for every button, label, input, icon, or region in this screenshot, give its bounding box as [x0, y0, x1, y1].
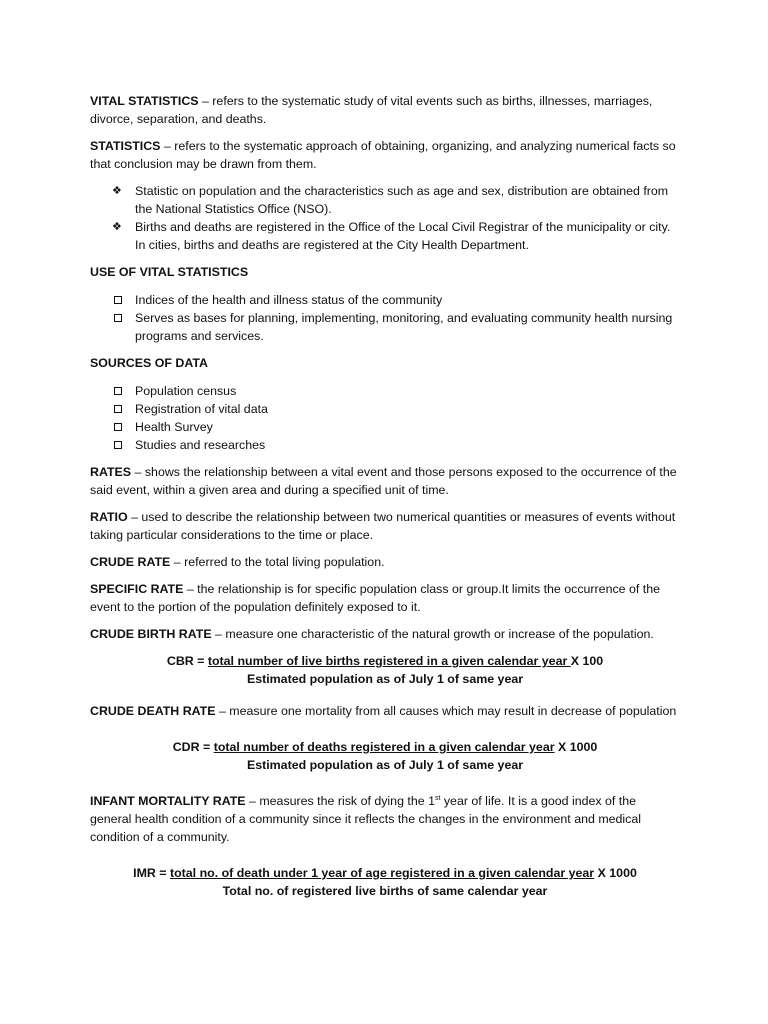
use-list	[90, 291, 680, 345]
term: INFANT MORTALITY RATE	[90, 794, 246, 808]
formula-numerator-line: CBR = total number of live births registered in a given calendar year X 100	[166, 654, 604, 668]
section-heading: USE OF VITAL STATISTICS	[90, 265, 249, 279]
document-page	[90, 92, 680, 914]
imr-formula	[90, 864, 680, 900]
crude-death-rate-definition: CRUDE DEATH RATE – measure one mortality from all causes which may result in decrease of population	[90, 704, 677, 718]
square-bullet-icon	[114, 405, 122, 413]
term: SPECIFIC RATE	[90, 582, 184, 596]
square-bullet-icon	[114, 314, 122, 322]
formula-denominator: Estimated population as of July 1 of same year	[246, 672, 524, 686]
diamond-bullet-icon: ❖	[112, 221, 122, 233]
list-item: Indices of the health and illness status of the community	[90, 291, 680, 309]
sources-list	[90, 382, 680, 454]
square-bullet-icon	[114, 441, 122, 449]
term: CRUDE RATE	[90, 555, 171, 569]
section-heading: SOURCES OF DATA	[90, 356, 208, 370]
list-item: Population census	[90, 382, 680, 400]
crude-rate-definition: CRUDE RATE – referred to the total living population.	[90, 555, 385, 569]
crude-birth-rate-definition: CRUDE BIRTH RATE – measure one characteristic of the natural growth or increase of the population.	[90, 627, 654, 641]
term: CRUDE BIRTH RATE	[90, 627, 212, 641]
infant-mortality-rate-definition: INFANT MORTALITY RATE – measures the risk of dying the 1st year of life. It is a good index of the general health condition of a community since it reflects the changes in the environment and medical condition of a community.	[90, 794, 642, 844]
ratio-definition: RATIO – used to describe the relationship between two numerical quantities or measures of events without taking particular considerations to the time or place.	[90, 510, 676, 542]
list-item: ❖ Statistic on population and the characteristics such as age and sex, distribution are obtained from the National Statistics Office (NSO).	[112, 184, 669, 216]
term: CRUDE DEATH RATE	[90, 704, 216, 718]
cdr-formula	[90, 738, 680, 774]
square-bullet-icon	[114, 387, 122, 395]
list-item: Health Survey	[90, 418, 680, 436]
formula-denominator: Total no. of registered live births of same calendar year	[222, 884, 548, 898]
term: RATES	[90, 465, 132, 479]
formula-numerator-line: CDR = total number of deaths registered in a given calendar year X 1000	[172, 740, 598, 754]
vital-statistics-definition: VITAL STATISTICS – refers to the systematic study of vital events such as births, illnesses, marriages, divorce, separation, and deaths.	[90, 94, 653, 126]
list-item: ❖ Births and deaths are registered in the Office of the Local Civil Registrar of the municipality or city. In cities, births and deaths are registered at the City Health Department.	[112, 220, 671, 252]
term: RATIO	[90, 510, 128, 524]
formula-denominator: Estimated population as of July 1 of same year	[246, 758, 524, 772]
square-bullet-icon	[114, 296, 122, 304]
list-item: Serves as bases for planning, implementing, monitoring, and evaluating community health nursing programs and services.	[90, 309, 680, 345]
list-item: Registration of vital data	[90, 400, 680, 418]
diamond-bullet-icon: ❖	[112, 185, 122, 197]
square-bullet-icon	[114, 423, 122, 431]
cbr-formula	[90, 652, 680, 688]
term: STATISTICS	[90, 139, 161, 153]
term: VITAL STATISTICS	[90, 94, 199, 108]
statistics-bullet-list	[90, 182, 680, 254]
statistics-definition: STATISTICS – refers to the systematic approach of obtaining, organizing, and analyzing numerical facts so that conclusion may be drawn from them.	[90, 139, 676, 171]
list-item: Studies and researches	[90, 436, 680, 454]
formula-numerator-line: IMR = total no. of death under 1 year of age registered in a given calendar year X 1000	[133, 866, 637, 880]
rates-definition: RATES – shows the relationship between a vital event and those persons exposed to the occurrence of the said event, within a given area and during a specified unit of time.	[90, 465, 677, 497]
specific-rate-definition: SPECIFIC RATE – the relationship is for specific population class or group.It limits the occurrence of the event to the portion of the population definitely exposed to it.	[90, 582, 660, 614]
